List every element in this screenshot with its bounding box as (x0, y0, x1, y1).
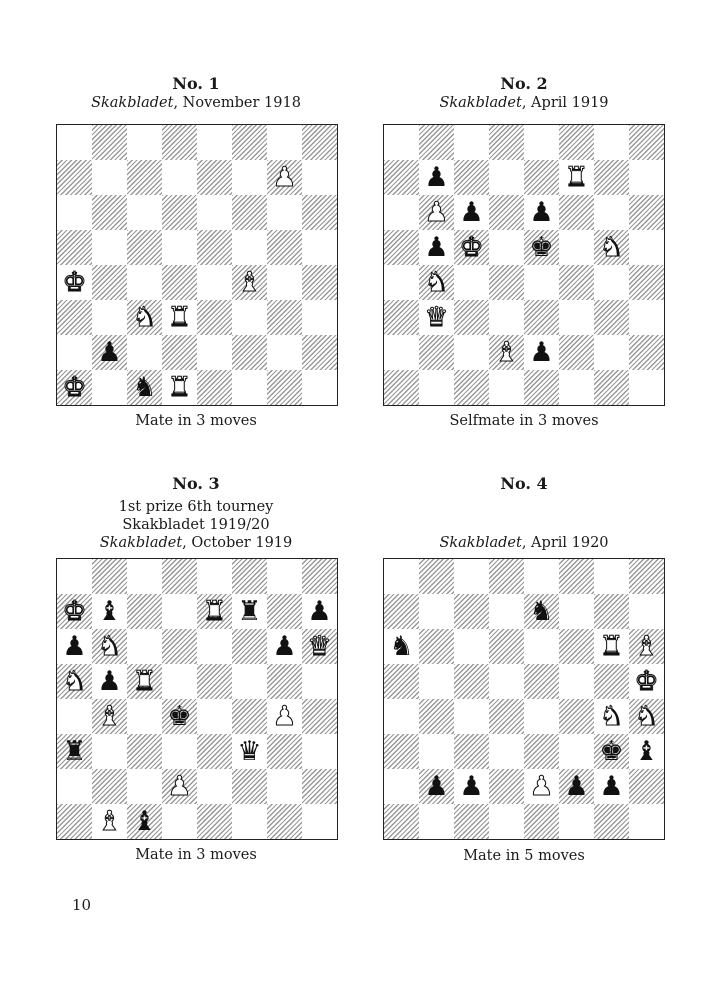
problem-1-heading (46, 74, 346, 112)
dark-square (419, 335, 454, 370)
dark-square (162, 265, 197, 300)
black-knight-icon: ♞ (389, 631, 414, 662)
dark-square (267, 594, 302, 629)
dark-square (594, 594, 629, 629)
light-square (594, 265, 629, 300)
dark-square (162, 195, 197, 230)
problem-number: No. 3 (172, 474, 220, 493)
light-square (197, 629, 232, 664)
light-square (302, 370, 337, 405)
dark-square (162, 125, 197, 160)
light-square (489, 300, 524, 335)
light-square (232, 664, 267, 699)
light-square (127, 335, 162, 370)
light-square (489, 804, 524, 839)
light-square (92, 300, 127, 335)
light-square (384, 195, 419, 230)
white-king-icon: ♚ (62, 372, 87, 403)
dark-square (454, 370, 489, 405)
light-square (594, 125, 629, 160)
dark-square (384, 160, 419, 195)
problem-number: No. 2 (500, 74, 548, 93)
light-square (197, 559, 232, 594)
black-pawn-icon: ♟ (62, 631, 87, 662)
light-square (489, 734, 524, 769)
light-square (302, 160, 337, 195)
light-square (524, 265, 559, 300)
light-square (57, 769, 92, 804)
white-pawn-icon: ♟ (529, 771, 554, 802)
dark-square (232, 125, 267, 160)
white-queen-icon: ♛ (424, 302, 449, 333)
dark-square (267, 734, 302, 769)
dark-square (232, 559, 267, 594)
dark-square (92, 125, 127, 160)
light-square (524, 559, 559, 594)
black-bishop-icon: ♝ (634, 736, 659, 767)
light-square (384, 559, 419, 594)
white-bishop-icon: ♝ (237, 267, 262, 298)
light-square (419, 594, 454, 629)
dark-square (302, 265, 337, 300)
white-bishop-icon: ♝ (97, 806, 122, 837)
light-square (454, 265, 489, 300)
light-square (384, 699, 419, 734)
dark-square (454, 300, 489, 335)
problem-source: Skakbladet, April 1920 (439, 535, 609, 551)
light-square (559, 230, 594, 265)
dark-square (302, 125, 337, 160)
light-square (162, 804, 197, 839)
light-square (162, 734, 197, 769)
white-rook-icon: ♜ (167, 302, 192, 333)
dark-square (92, 195, 127, 230)
light-square (454, 559, 489, 594)
dark-square (454, 734, 489, 769)
light-square (384, 125, 419, 160)
light-square (302, 300, 337, 335)
black-rook-icon: ♜ (237, 596, 262, 627)
dark-square (454, 664, 489, 699)
dark-square (489, 769, 524, 804)
black-pawn-icon: ♟ (307, 596, 332, 627)
dark-square (384, 230, 419, 265)
white-pawn-icon: ♟ (424, 197, 449, 228)
light-square (629, 160, 664, 195)
dark-square (419, 629, 454, 664)
dark-square (302, 195, 337, 230)
black-rook-icon: ♜ (62, 736, 87, 767)
dark-square (454, 594, 489, 629)
light-square (454, 629, 489, 664)
page-number: 10 (72, 896, 92, 914)
dark-square (232, 699, 267, 734)
white-knight-icon: ♞ (132, 302, 157, 333)
light-square (92, 370, 127, 405)
dark-square (384, 664, 419, 699)
light-square (524, 629, 559, 664)
light-square (197, 335, 232, 370)
dark-square (489, 699, 524, 734)
dark-square (594, 300, 629, 335)
light-square (302, 734, 337, 769)
light-square (419, 734, 454, 769)
stipulation: Mate in 3 moves (135, 847, 257, 863)
black-king-icon: ♚ (599, 736, 624, 767)
dark-square (162, 335, 197, 370)
dark-square (594, 370, 629, 405)
dark-square (629, 195, 664, 230)
light-square (92, 734, 127, 769)
black-pawn-icon: ♟ (424, 162, 449, 193)
dark-square (489, 195, 524, 230)
dark-square (594, 160, 629, 195)
light-square (419, 664, 454, 699)
light-square (232, 160, 267, 195)
white-knight-icon: ♞ (599, 232, 624, 263)
light-square (524, 125, 559, 160)
white-queen-icon: ♛ (307, 631, 332, 662)
dark-square (127, 734, 162, 769)
dark-square (384, 734, 419, 769)
dark-square (92, 769, 127, 804)
dark-square (57, 804, 92, 839)
problem-3-heading (46, 474, 346, 552)
black-pawn-icon: ♟ (97, 666, 122, 697)
problem-4-heading (374, 474, 674, 552)
white-rook-icon: ♜ (167, 372, 192, 403)
black-bishop-icon: ♝ (97, 596, 122, 627)
dark-square (524, 370, 559, 405)
stipulation: Selfmate in 3 moves (449, 413, 599, 429)
dark-square (127, 230, 162, 265)
black-queen-icon: ♛ (237, 736, 262, 767)
dark-square (384, 594, 419, 629)
chess-board (383, 558, 665, 840)
dark-square (57, 300, 92, 335)
light-square (57, 559, 92, 594)
dark-square (559, 195, 594, 230)
white-rook-icon: ♜ (132, 666, 157, 697)
dark-square (454, 804, 489, 839)
light-square (127, 125, 162, 160)
dark-square (419, 125, 454, 160)
black-knight-icon: ♞ (529, 596, 554, 627)
black-king-icon: ♚ (529, 232, 554, 263)
light-square (127, 559, 162, 594)
dark-square (454, 160, 489, 195)
light-square (559, 594, 594, 629)
dark-square (302, 335, 337, 370)
dark-square (524, 300, 559, 335)
dark-square (524, 160, 559, 195)
light-square (454, 699, 489, 734)
black-bishop-icon: ♝ (132, 806, 157, 837)
light-square (127, 629, 162, 664)
dark-square (489, 265, 524, 300)
dark-square (232, 195, 267, 230)
dark-square (197, 734, 232, 769)
light-square (594, 335, 629, 370)
light-square (302, 804, 337, 839)
dark-square (232, 629, 267, 664)
light-square (197, 699, 232, 734)
dark-square (629, 769, 664, 804)
white-knight-icon: ♞ (424, 267, 449, 298)
dark-square (197, 160, 232, 195)
light-square (197, 769, 232, 804)
white-king-icon: ♚ (634, 666, 659, 697)
dark-square (629, 125, 664, 160)
problem-source: 1st prize 6th tourney (118, 499, 274, 515)
dark-square (267, 300, 302, 335)
light-square (57, 125, 92, 160)
dark-square (559, 335, 594, 370)
problem-source: Skakbladet 1919/20 (122, 517, 270, 533)
dark-square (524, 734, 559, 769)
light-square (232, 230, 267, 265)
stipulation: Mate in 3 moves (135, 413, 257, 429)
dark-square (384, 300, 419, 335)
light-square (57, 699, 92, 734)
chess-board (56, 124, 338, 406)
white-pawn-icon: ♟ (272, 701, 297, 732)
light-square (162, 594, 197, 629)
light-square (384, 265, 419, 300)
dark-square (302, 769, 337, 804)
white-rook-icon: ♜ (564, 162, 589, 193)
stipulation: Mate in 5 moves (463, 848, 585, 864)
light-square (629, 594, 664, 629)
white-bishop-icon: ♝ (494, 337, 519, 368)
light-square (267, 125, 302, 160)
dark-square (559, 699, 594, 734)
black-pawn-icon: ♟ (459, 771, 484, 802)
light-square (559, 804, 594, 839)
light-square (559, 370, 594, 405)
white-bishop-icon: ♝ (97, 701, 122, 732)
problem-number: No. 4 (500, 474, 548, 493)
light-square (559, 300, 594, 335)
black-pawn-icon: ♟ (599, 771, 624, 802)
dark-square (267, 804, 302, 839)
light-square (232, 804, 267, 839)
light-square (57, 195, 92, 230)
dark-square (197, 300, 232, 335)
problem-source: Skakbladet, November 1918 (91, 95, 301, 111)
white-pawn-icon: ♟ (272, 162, 297, 193)
light-square (232, 370, 267, 405)
light-square (384, 769, 419, 804)
light-square (232, 300, 267, 335)
dark-square (232, 769, 267, 804)
dark-square (197, 230, 232, 265)
light-square (92, 230, 127, 265)
white-knight-icon: ♞ (634, 701, 659, 732)
white-rook-icon: ♜ (202, 596, 227, 627)
light-square (419, 804, 454, 839)
light-square (267, 559, 302, 594)
dark-square (92, 265, 127, 300)
black-pawn-icon: ♟ (459, 197, 484, 228)
light-square (524, 699, 559, 734)
dark-square (524, 664, 559, 699)
dark-square (162, 559, 197, 594)
light-square (57, 335, 92, 370)
white-bishop-icon: ♝ (634, 631, 659, 662)
light-square (559, 734, 594, 769)
dark-square (127, 160, 162, 195)
light-square (127, 195, 162, 230)
light-square (489, 230, 524, 265)
dark-square (92, 559, 127, 594)
dark-square (267, 230, 302, 265)
light-square (629, 300, 664, 335)
light-square (594, 559, 629, 594)
light-square (489, 370, 524, 405)
dark-square (559, 125, 594, 160)
light-square (454, 125, 489, 160)
light-square (489, 594, 524, 629)
white-knight-icon: ♞ (599, 701, 624, 732)
light-square (267, 335, 302, 370)
dark-square (267, 664, 302, 699)
white-king-icon: ♚ (459, 232, 484, 263)
black-pawn-icon: ♟ (564, 771, 589, 802)
dark-square (127, 594, 162, 629)
light-square (302, 230, 337, 265)
black-pawn-icon: ♟ (529, 197, 554, 228)
dark-square (162, 629, 197, 664)
light-square (384, 335, 419, 370)
chess-board (56, 558, 338, 840)
black-pawn-icon: ♟ (424, 771, 449, 802)
black-pawn-icon: ♟ (272, 631, 297, 662)
light-square (197, 125, 232, 160)
white-knight-icon: ♞ (97, 631, 122, 662)
light-square (267, 265, 302, 300)
light-square (197, 265, 232, 300)
dark-square (267, 370, 302, 405)
dark-square (232, 335, 267, 370)
light-square (127, 699, 162, 734)
dark-square (489, 125, 524, 160)
dark-square (57, 230, 92, 265)
light-square (197, 195, 232, 230)
light-square (594, 195, 629, 230)
dark-square (419, 699, 454, 734)
light-square (127, 769, 162, 804)
light-square (629, 370, 664, 405)
dark-square (559, 629, 594, 664)
white-rook-icon: ♜ (599, 631, 624, 662)
white-knight-icon: ♞ (62, 666, 87, 697)
dark-square (384, 804, 419, 839)
white-pawn-icon: ♟ (167, 771, 192, 802)
dark-square (489, 629, 524, 664)
light-square (489, 664, 524, 699)
dark-square (302, 559, 337, 594)
dark-square (559, 265, 594, 300)
dark-square (57, 160, 92, 195)
dark-square (197, 664, 232, 699)
dark-square (559, 559, 594, 594)
light-square (302, 664, 337, 699)
dark-square (594, 804, 629, 839)
black-king-icon: ♚ (167, 701, 192, 732)
dark-square (594, 664, 629, 699)
light-square (127, 265, 162, 300)
light-square (629, 230, 664, 265)
dark-square (197, 804, 232, 839)
chess-board (383, 124, 665, 406)
dark-square (629, 335, 664, 370)
light-square (559, 664, 594, 699)
dark-square (419, 559, 454, 594)
light-square (162, 160, 197, 195)
problem-source: Skakbladet, October 1919 (99, 535, 293, 551)
black-pawn-icon: ♟ (424, 232, 449, 263)
light-square (267, 769, 302, 804)
light-square (162, 664, 197, 699)
light-square (92, 160, 127, 195)
light-square (629, 804, 664, 839)
white-king-icon: ♚ (62, 267, 87, 298)
problem-source: Skakbladet, April 1919 (439, 95, 609, 111)
light-square (489, 160, 524, 195)
dark-square (489, 559, 524, 594)
black-pawn-icon: ♟ (97, 337, 122, 368)
light-square (454, 335, 489, 370)
dark-square (629, 559, 664, 594)
light-square (162, 230, 197, 265)
light-square (267, 195, 302, 230)
light-square (419, 370, 454, 405)
dark-square (629, 265, 664, 300)
problem-2-heading (374, 74, 674, 112)
black-knight-icon: ♞ (132, 372, 157, 403)
dark-square (524, 804, 559, 839)
dark-square (197, 370, 232, 405)
dark-square (302, 699, 337, 734)
dark-square (384, 370, 419, 405)
black-pawn-icon: ♟ (529, 337, 554, 368)
white-king-icon: ♚ (62, 596, 87, 627)
problem-number: No. 1 (172, 74, 220, 93)
